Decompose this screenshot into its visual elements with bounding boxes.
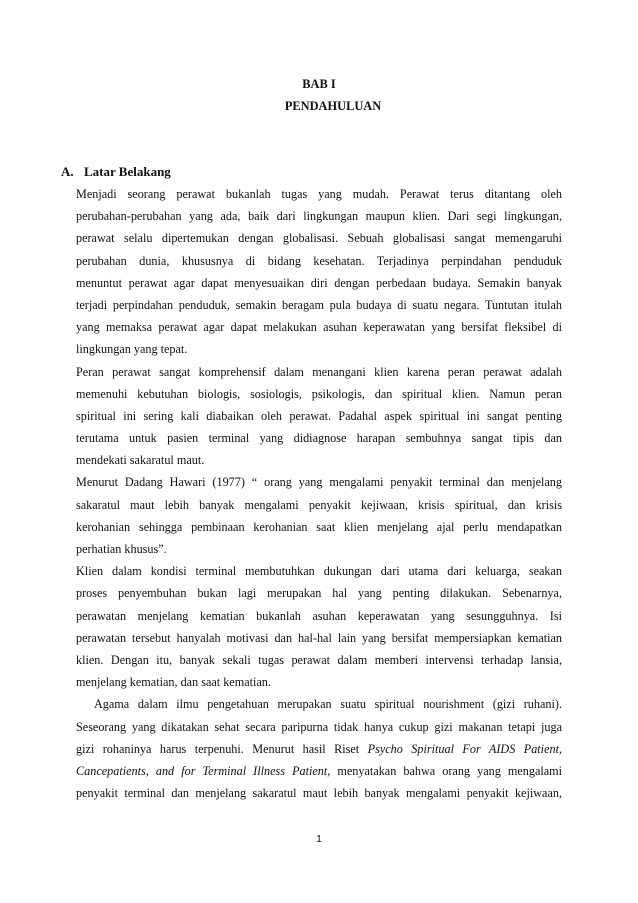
text-line xyxy=(76,760,562,782)
text-line: perawat selalu dipertemukan dengan globalisasi. Sebuah globalisasi sangat memengaruhi xyxy=(76,231,562,246)
text-line: spiritual ini sering kali diabaikan oleh perawat. Padahal aspek spiritual ini sangat penting xyxy=(76,408,562,423)
section-title: Latar Belakang xyxy=(84,164,171,179)
text-line: perubahan dunia, khususnya di bidang kesehatan. Terjadinya perpindahan penduduk xyxy=(76,253,562,268)
paragraph xyxy=(76,471,562,560)
text-line: klien. Dengan itu, banyak sekali tugas perawat dalam memberi intervensi terhadap lansia, xyxy=(76,652,562,667)
paragraph xyxy=(76,183,562,361)
chapter-number: BAB I xyxy=(302,77,336,91)
text-line: sakaratul maut lebih banyak mengalami penyakit kejiwaan, krisis spiritual, dan krisis xyxy=(76,497,562,512)
text-line: proses penyembuhan bukan lagi merupakan hal yang penting dilakukan. Sebenarnya, xyxy=(76,586,562,601)
text-line: lingkungan yang tepat. xyxy=(76,342,188,357)
text-line: Menjadi seorang perawat bukanlah tugas yang mudah. Perawat terus ditantang oleh xyxy=(76,187,562,201)
text-line: terutama untuk pasien terminal yang didiagnose harapan sembuhnya sangat tipis dan xyxy=(76,431,562,446)
text-line: perawatan tersebut hanyalah motivasi dan hal-hal lain yang bersifat mempersiapkan kematian xyxy=(76,630,562,645)
text-line: Agama dalam ilmu pengetahuan merupakan suatu spiritual nourishment (gizi ruhani). xyxy=(94,697,562,712)
text-line: terjadi perpindahan penduduk, semakin beragam pula budaya di suatu negara. Tuntutan itulah xyxy=(76,297,562,312)
chapter-title: PENDAHULUAN xyxy=(284,99,382,113)
text-line: perawatan menjelang kematian bukanlah asuhan keperawatan yang sesungguhnya. Isi xyxy=(76,608,562,623)
text-line: memenuhi kebutuhan biologis, sosiologis, psikologis, dan spiritual klien. Namun peran xyxy=(76,386,562,401)
text-line: Menurut Dadang Hawari (1977) “ orang yang mengalami penyakit terminal dan menjelang xyxy=(76,475,562,490)
text-line: perhatian khusus”. xyxy=(76,542,167,556)
paragraph xyxy=(76,560,562,693)
paragraph xyxy=(76,693,562,804)
text-line: Seseorang yang dikatakan sehat secara paripurna tidak hanya cukup gizi makanan tetapi juga xyxy=(76,719,562,734)
body-text xyxy=(76,183,562,804)
italic-title: Psycho Spiritual For AIDS Patient, xyxy=(367,741,563,756)
text-line: Peran perawat sangat komprehensif dalam menangani klien karena peran perawat adalah xyxy=(76,364,562,379)
text-line: penyakit terminal dan menjelang sakaratul maut lebih banyak mengalami penyakit kejiwaan, xyxy=(76,786,562,801)
section-number: A. xyxy=(61,164,74,179)
italic-title: Cancepatients, and for Terminal Illness Patient, xyxy=(76,763,331,778)
text-segment: menyatakan bahwa orang yang mengalami xyxy=(337,763,563,778)
text-line: menuntut perawat agar dapat menyesuaikan diri dengan perbedaan budaya. Semakin banyak xyxy=(76,275,562,290)
paragraph xyxy=(76,361,562,472)
section-heading xyxy=(61,164,171,180)
text-line: kerohanian sehingga pembinaan kerohanian saat klien menjelang ajal perlu mendapatkan xyxy=(76,519,562,534)
text-line: Klien dalam kondisi terminal membutuhkan dukungan dari utama dari keluarga, seakan xyxy=(76,564,562,579)
text-line: mendekati sakaratul maut. xyxy=(76,453,205,468)
text-line: perubahan-perubahan yang ada, baik dari lingkungan maupun klien. Dari segi lingkungan, xyxy=(76,209,562,224)
page-number: 1 xyxy=(316,833,322,845)
text-segment: gizi rohaninya harus terpenuhi. Menurut hasil Riset xyxy=(76,741,360,756)
text-line: yang memaksa perawat agar dapat melakukan asuhan keperawatan yang bersifat fleksibel di xyxy=(76,320,562,335)
text-line: menjelang kematian, dan saat kematian. xyxy=(76,675,271,690)
text-line xyxy=(76,738,562,760)
